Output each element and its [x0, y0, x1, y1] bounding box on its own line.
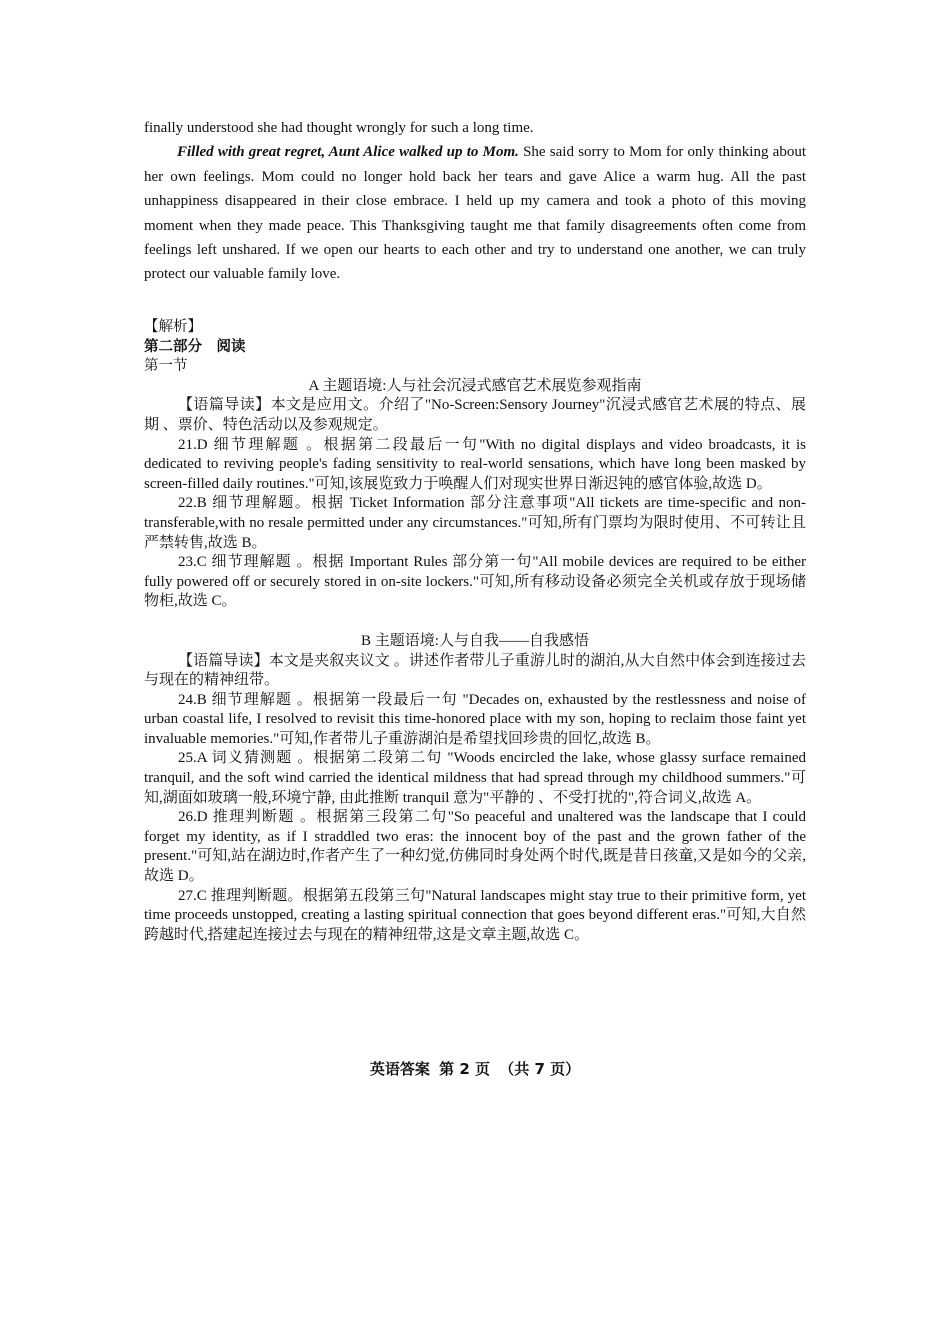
paragraph-lead-sentence: Filled with great regret, Aunt Alice walked up to Mom.	[177, 144, 519, 161]
section-heading: 第一节	[144, 358, 188, 375]
passage-a-title: A 主题语境:人与社会沉浸式感官艺术展览参观指南	[308, 377, 642, 394]
passage-b-title: B 主题语境:人与自我——自我感悟	[361, 632, 589, 649]
analysis-section	[144, 318, 806, 945]
answer-27: 27.C 推理判断题。根据第五段第三句"Natural landscapes might stay true to their primitive form, yet time proceeds unstopped, creating a lasting spiritual connection that goes beyond different eras."可知,大自然跨越时代,搭建起连接过去与现在的精神纽带,这是文章主题,故选 C。	[144, 887, 806, 943]
part-heading: 第二部分 阅读	[144, 338, 246, 355]
answer-23: 23.C 细节理解题 。根据 Important Rules 部分第一句"All mobile devices are required to be either fully powered off or securely stored in on-site lockers."可知,所有移动设备必须完全关机或存放于现场储物柜,故选 C。	[144, 554, 806, 610]
footer-label: 英语答案	[369, 1060, 430, 1078]
paragraph-body: She said sorry to Mom for only thinking about her own feelings. Mom could no longer hold back her tears and gave Alice a warm hug. All the past unhappiness disappeared in their close embrace. I held up my camera and took a photo of this moving moment when they made peace. This Thanksgiving taught me that family disagreements often come from feelings left unshared. If we open our hearts to each other and try to understand one another, we can truly protect our valuable family love.	[144, 144, 806, 283]
answer-21: 21.D 细节理解题 。根据第二段最后一句"With no digital displays and video broadcasts, it is dedicated to reviving people's fading sensitivity to real-world sensations, which have long been masked by screen-filled daily routines."可知,该展览致力于唤醒人们对现实世界日渐迟钝的感官体验,故选 D。	[144, 436, 806, 492]
answer-25: 25.A 词义猜测题 。根据第二段第二句 "Woods encircled the lake, whose glassy surface remained tranquil, and the soft wind carried the identical mildness that had spread through my childhood summers."可知,湖面如玻璃一般,环境宁静, 由此推断 tranquil 意为"平静的 、不受打扰的",符合词义,故选 A。	[144, 750, 806, 806]
passage-a-guide: 【语篇导读】本文是应用文。介绍了"No-Screen:Sensory Journey"沉浸式感官艺术展的特点、展期 、票价、特色活动以及参观规定。	[144, 397, 806, 433]
analysis-header: 【解析】	[144, 319, 202, 335]
answer-22: 22.B 细节理解题。根据 Ticket Information 部分注意事项"All tickets are time-specific and non-transferable,with no resale permitted under any circumstances."可知,所有门票均为限时使用、不可转让且严禁转售,故选 B。	[144, 495, 806, 551]
footer-total-pages: （共 7 页）	[499, 1060, 581, 1078]
story-paragraph: finally understood she had thought wrongly for such a long time.	[144, 120, 534, 136]
answer-26: 26.D 推理判断题 。根据第三段第二句"So peaceful and unaltered was the landscape that I could forget my identity, as if I straddled two eras: the innocent boy of the past and the grown father of the present."可知,站在湖边时,作者产生了一种幻觉,仿佛同时身处两个时代,既是昔日孩童,又是如今的父亲,故选 D。	[144, 809, 806, 885]
page-footer	[0, 1058, 950, 1079]
spacer	[144, 612, 806, 632]
footer-page-number: 第 2 页	[439, 1060, 490, 1078]
passage-b-guide: 【语篇导读】本文是夹叙夹议文 。讲述作者带儿子重游儿时的湖泊,从大自然中体会到连接过去与现在的精神纽带。	[144, 652, 806, 689]
answer-24: 24.B 细节理解题 。根据第一段最后一句 "Decades on, exhausted by the restlessness and noise of urban coastal life, I resolved to revisit this time-honored place with my son, hoping to reclaim those faint yet invaluable memories."可知,作者带儿子重游湖泊是希望找回珍贵的回忆,故选 B。	[144, 691, 806, 747]
story-paragraph-final	[144, 140, 806, 286]
story-continuation	[144, 116, 806, 287]
